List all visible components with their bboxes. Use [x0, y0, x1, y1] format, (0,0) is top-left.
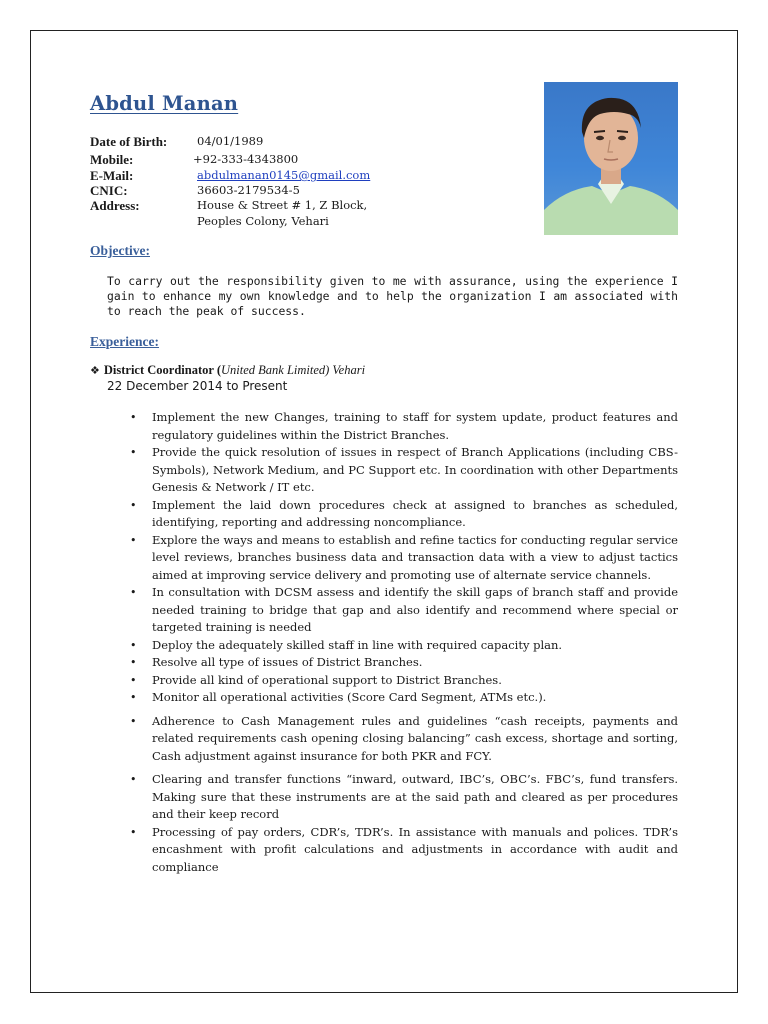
duty-item: • Adherence to Cash Management rules and guidelines “cash receipts, payments and related requirements cash opening closing balancing” cash excess, shortage and sorting, Cash adjustment against insurance for both PKR and FCY.	[130, 713, 678, 766]
email-link[interactable]: abdulmanan0145@gmail.com	[197, 168, 371, 182]
address-line1: House & Street # 1, Z Block,	[197, 198, 368, 212]
objective-text: To carry out the responsibility given to me with assurance, using the experience I gain to enhance my own knowledge and to help the organization I am associated with to reach the peak of success.	[107, 274, 678, 318]
duty-item: • Implement the laid down procedures check at assigned to branches as scheduled, identifying, reporting and addressing noncompliance.	[130, 497, 678, 532]
duty-item: • Explore the ways and means to establish and refine tactics for conducting regular service level reviews, branches business data and transaction data with a view to adjust tactics aimed at improving service delivery and promoting use of alternate service channels.	[130, 532, 678, 585]
cnic-label: CNIC:	[90, 183, 128, 198]
duty-item: • Implement the new Changes, training to staff for system update, product features and regulatory guidelines within the District Branches.	[130, 409, 678, 444]
duty-item: • Clearing and transfer functions “inward, outward, IBC’s, OBC’s. FBC’s, fund transfers. Making sure that these instruments are at the said path and cleared as per procedures and their keep record	[130, 771, 678, 824]
dob-value: 04/01/1989	[197, 134, 264, 148]
objective-heading: Objective:	[90, 243, 150, 258]
duty-item: • Provide the quick resolution of issues in respect of Branch Applications (including CBS-Symbols), Network Medium, and PC Support etc. In coordination with other Departments Genesis & Network / IT etc.	[130, 444, 678, 497]
duties-list	[130, 409, 678, 876]
mobile-value: +92-333-4343800	[193, 152, 299, 166]
candidate-name: Abdul Manan	[90, 92, 239, 115]
duty-item: • Processing of pay orders, CDR’s, TDR’s. In assistance with manuals and polices. TDR’s encashment with profit calculations and adjustments in accordance with audit and compliance	[130, 824, 678, 877]
job-position: District Coordinator (	[103, 363, 221, 377]
profile-photo	[544, 82, 678, 235]
address-label: Address:	[90, 198, 140, 213]
cnic-value: 36603-2179534-5	[197, 183, 300, 197]
job-dates: 22 December 2014 to Present	[107, 379, 288, 393]
person-portrait-icon	[544, 82, 678, 235]
experience-heading: Experience:	[90, 334, 159, 349]
duty-item: • Resolve all type of issues of District Branches.	[130, 654, 678, 672]
duty-item: • Deploy the adequately skilled staff in line with required capacity plan.	[130, 637, 678, 655]
email-label: E-Mail:	[90, 168, 134, 183]
duty-item: • Monitor all operational activities (Score Card Segment, ATMs etc.).	[130, 689, 678, 707]
diamond-bullet-icon: ❖	[90, 365, 100, 377]
address-line2: Peoples Colony, Vehari	[197, 214, 329, 228]
mobile-label: Mobile:	[90, 152, 134, 167]
job-employer: United Bank Limited) Vehari	[220, 363, 366, 377]
duty-item: • Provide all kind of operational support to District Branches.	[130, 672, 678, 690]
duty-item: • In consultation with DCSM assess and identify the skill gaps of branch staff and provide needed training to bridge that gap and also identify and recommend where special or targeted training is needed	[130, 584, 678, 637]
dob-label: Date of Birth:	[90, 134, 168, 149]
job-title	[90, 363, 365, 378]
